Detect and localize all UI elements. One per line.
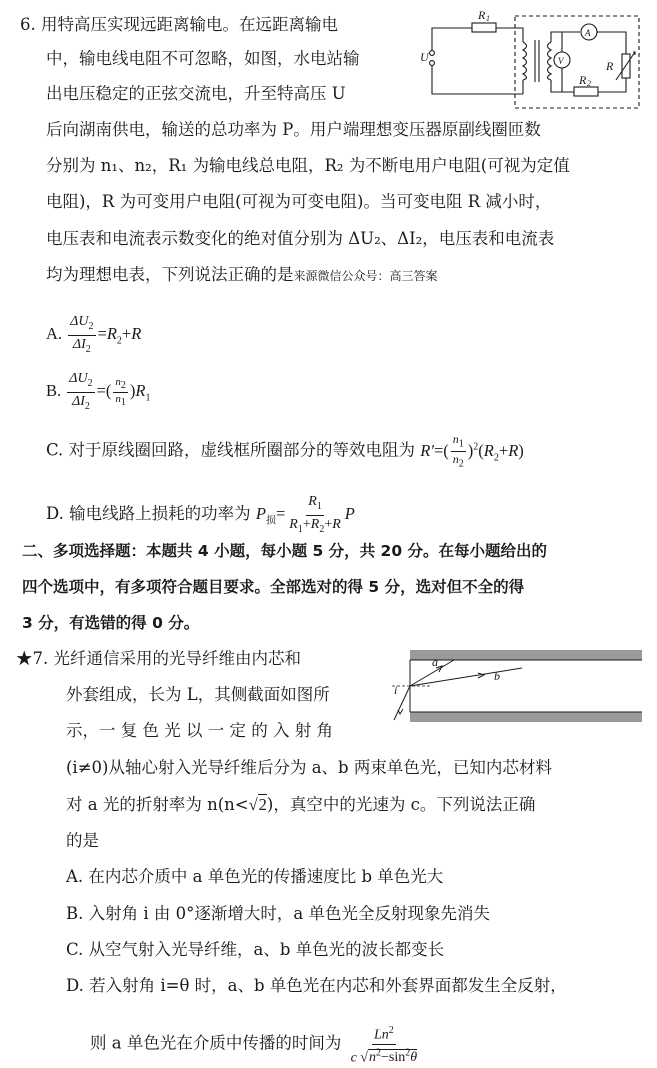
q7-line4: (i≠0)从轴心射入光导纤维后分为 a、b 两束单色光，已知内芯材料: [66, 758, 552, 777]
section2-line1: 二、多项选择题：本题共 4 小题，每小题 5 分，共 20 分。在每小题给出的: [22, 542, 548, 560]
q6-line8-text: 均为理想电表，下列说法正确的是: [46, 265, 294, 284]
q6-option-a-label: A.: [46, 324, 63, 344]
q7-line2: 外套组成，长为 L，其侧截面如图所: [66, 685, 330, 704]
angle-i-label: i: [394, 683, 398, 697]
q7-option-b[interactable]: B. 入射角 i 由 0°逐渐增大时，a 单色光全反射现象先消失: [66, 904, 490, 923]
q7-line3: 示，一 复 色 光 以 一 定 的 入 射 角: [66, 721, 333, 740]
ray-b-label: b: [494, 669, 500, 683]
q6-line2: 中，输电线电阻不可忽略，如图，水电站输: [46, 49, 360, 68]
r1-sub: 1: [486, 14, 490, 23]
voltmeter-label: V: [558, 56, 564, 66]
q6-option-d[interactable]: D. 输电线路上损耗的功率为 $P_损=$ $\frac{R_1}{R_1+R_2+R}$ P: [46, 494, 355, 535]
q7-option-c[interactable]: C. 从空气射入光导纤维，a、b 单色光的波长都变长: [66, 940, 445, 959]
q7-line5: 对 a 光的折射率为 n(n<√2)，真空中的光速为 c。下列说法正确: [66, 795, 536, 814]
watermark: 来源微信公众号：高三答案: [293, 269, 438, 283]
q6-option-a[interactable]: A. $\frac{\Delta U_2}{\Delta I_2}$ $=R_2+R$: [46, 314, 142, 355]
r2-label: R: [579, 73, 587, 87]
ray-a-label: a: [432, 655, 438, 669]
ammeter-label: A: [585, 28, 591, 38]
q7-line5b: )，真空中的光速为 c。下列说法正确: [266, 795, 536, 814]
section2-line2: 四个选项中，有多项符合题目要求。全部选对的得 5 分，选对但不全的得: [22, 578, 525, 596]
section2-line3: 3 分，有选错的得 0 分。: [22, 614, 200, 632]
q7-line5a: 对 a 光的折射率为 n(n<: [66, 795, 249, 814]
r1-label: R: [478, 8, 486, 22]
q7-option-d[interactable]: D. 若入射角 i=θ 时，a、b 单色光在内芯和外套界面都发生全反射，: [66, 976, 567, 995]
q7-option-a[interactable]: A. 在内芯介质中 a 单色光的传播速度比 b 单色光大: [66, 867, 444, 886]
q6-line7: 电压表和电流表示数变化的绝对值分别为 ΔU₂、ΔI₂，电压表和电流表: [46, 229, 555, 248]
q7-line1: ★7. 光纤通信采用的光导纤维由内芯和: [16, 649, 301, 668]
r2-sub: 2: [587, 79, 591, 88]
u-label: U: [420, 50, 429, 64]
q7-line6: 的是: [66, 831, 99, 850]
q6-option-b-label: B.: [46, 381, 62, 401]
q7-option-d-line2: 则 a 单色光在介质中传播的时间为 $\frac{Ln^2}{c √n^2-\sin^2\theta}$: [90, 1022, 421, 1066]
q6-option-b[interactable]: B. $\frac{\Delta U_2}{\Delta I_2}$ =( $\frac{n_2}{n_1}$ )$R_1$: [46, 371, 151, 412]
q6-option-c-text: C. 对于原线圈回路，虚线框所圈部分的等效电阻为: [46, 440, 416, 460]
q7-fiber-diagram: [392, 646, 650, 726]
q6-line3: 出电压稳定的正弦交流电，升至特高压 U: [46, 84, 346, 103]
q6-line4: 后向湖南供电，输送的总功率为 P。用户端理想变压器原副线圈匝数: [46, 120, 541, 139]
q6-line6: 电阻)，R 为可变用户电阻(可视为可变电阻)。当可变电阻 R 减小时，: [46, 192, 552, 211]
q6-line5: 分别为 n₁、n₂，R₁ 为输电线总电阻，R₂ 为不断电用户电阻(可视为定值: [46, 156, 570, 175]
q6-line1: 6. 用特高压实现远距离输电。在远距离输电: [20, 15, 338, 34]
q6-line8: [46, 264, 438, 287]
r-label: R: [606, 59, 614, 73]
q6-circuit-diagram: [420, 8, 642, 112]
q6-option-c[interactable]: C. 对于原线圈回路，虚线框所圈部分的等效电阻为 R′=( $\frac{n_1}{n_2}$ )$^2(R_2+R)$: [46, 432, 524, 470]
q6-option-d-text: D. 输电线路上损耗的功率为: [46, 504, 251, 524]
q7-option-d2-text: 则 a 单色光在介质中传播的时间为: [90, 1033, 342, 1053]
